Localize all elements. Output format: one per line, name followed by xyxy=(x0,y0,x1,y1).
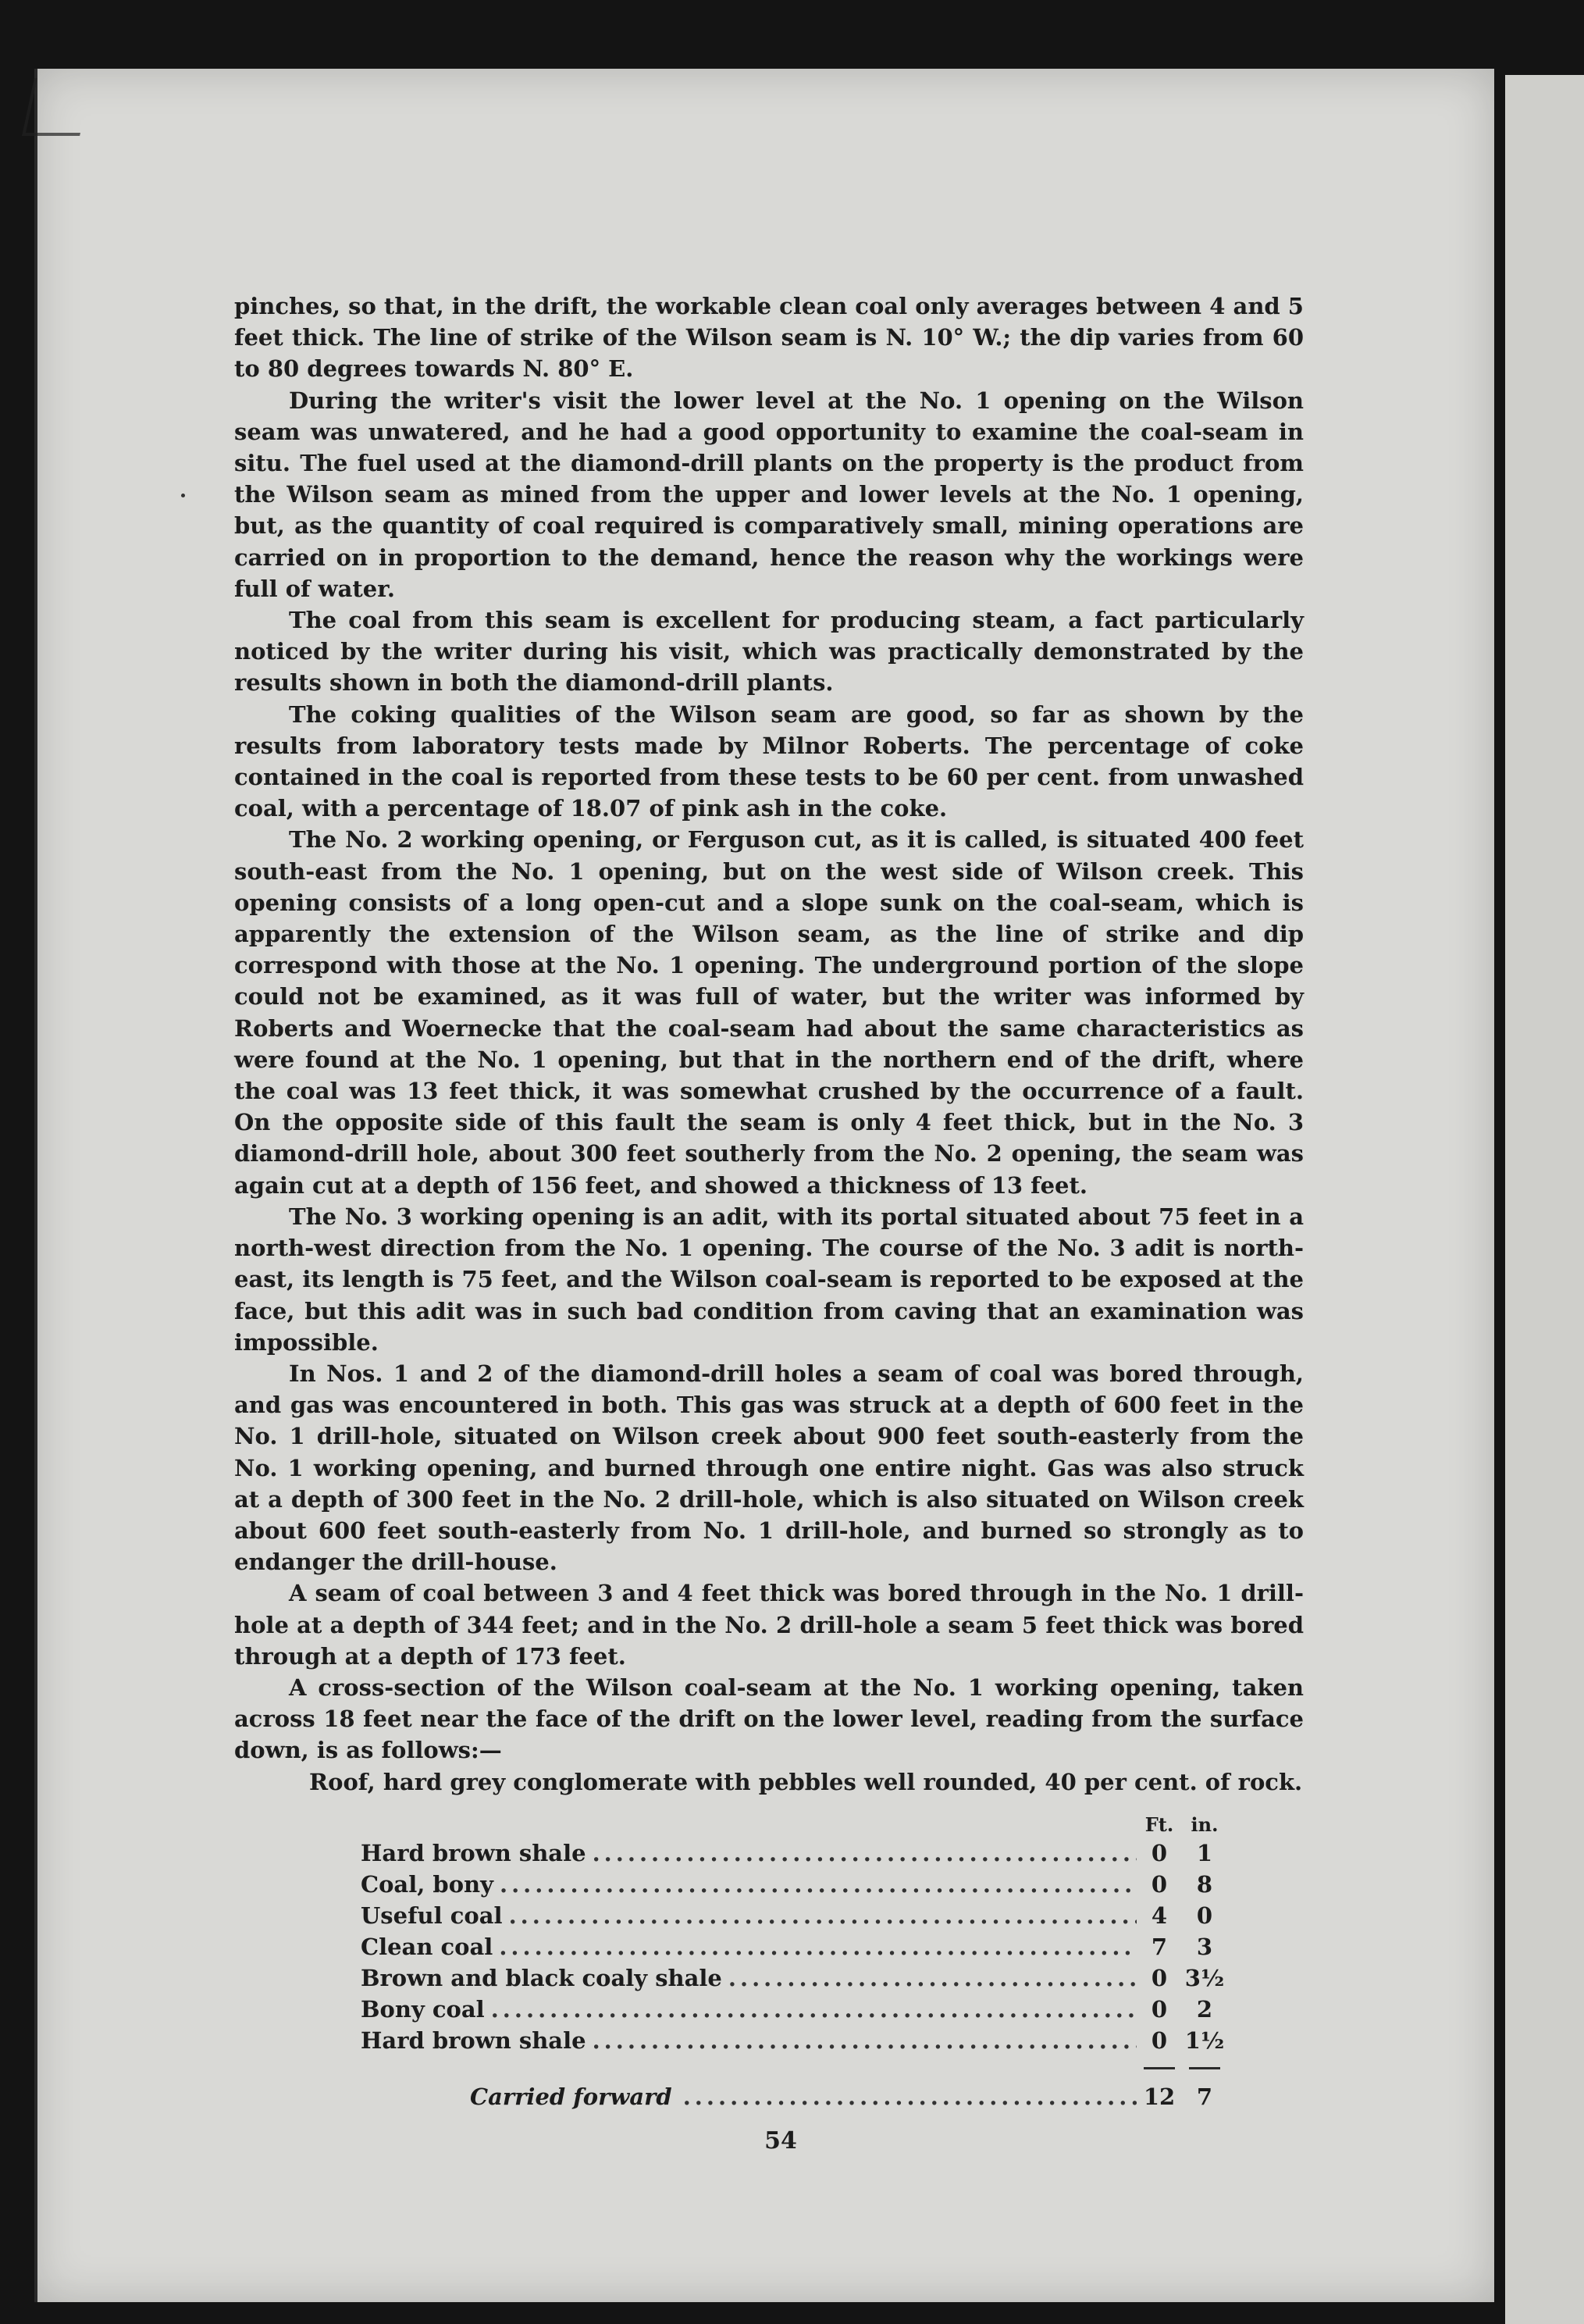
layer-inches: 3½ xyxy=(1184,1965,1225,1991)
carried-feet: 12 xyxy=(1143,2083,1176,2110)
paragraph-2: During the writer's visit the lower level at the No. 1 opening on the Wilson seam was unwatered, and he had a good opportunity to examine the coal-seam in situ. The fuel used at the diamond-drill plants on the property is the product from the Wilson seam as mined from the upper and lower levels at the No. 1 opening, but, as the quantity of coal required is comparatively small, mining operations are carried on in proportion to the demand, hence the reason why the workings were full of water. xyxy=(234,387,1304,602)
layer-feet: 0 xyxy=(1151,1965,1168,1991)
table-row xyxy=(361,1996,1227,2027)
dot-leader xyxy=(509,1902,1137,1929)
corner-fold-mark xyxy=(22,78,92,136)
page-edge-shadow xyxy=(34,69,37,2302)
layer-inches: 2 xyxy=(1196,1996,1213,2023)
column-inches-header: in. xyxy=(1191,1813,1219,1836)
paragraph-3: The coal from this seam is excellent for producing steam, a fact particularly noticed by the writer during his visit, which was practically demonstrated by the results shown in both the diamond-drill plants. xyxy=(234,607,1304,697)
scan-speck xyxy=(181,494,185,497)
layer-name: Coal, bony xyxy=(361,1871,493,1898)
paragraph-9: A cross-section of the Wilson coal-seam at the No. 1 working opening, taken across 18 feet near the face of the drift on the lower level, reading from the surface down, is as follows:— xyxy=(234,1673,1304,1764)
body-text xyxy=(234,290,1304,1798)
table-row xyxy=(361,1902,1227,1934)
paragraph-6: The No. 3 working opening is an adit, with its portal situated about 75 feet in a north-west direction from the No. 1 opening. The course of the No. 3 adit is north-east, its length is 75 feet, and the Wilson coal-seam is reported to be exposed at the face, but this adit was in such bad condition from caving that an examination was impossible. xyxy=(234,1203,1304,1356)
dot-leader xyxy=(491,1996,1137,2023)
carried-inches: 7 xyxy=(1196,2083,1213,2110)
table-row xyxy=(361,2027,1227,2058)
layer-inches: 0 xyxy=(1196,1902,1213,1929)
seam-section-table xyxy=(361,1813,1227,2118)
carried-forward-label: Carried forward xyxy=(470,2083,672,2110)
layer-name: Clean coal xyxy=(361,1934,493,1960)
layer-name: Brown and black coaly shale xyxy=(361,1965,722,1991)
table-row xyxy=(361,1871,1227,1902)
layer-name: Bony coal xyxy=(361,1996,485,2023)
paragraph-4: The coking qualities of the Wilson seam are good, so far as shown by the results from laboratory tests made by Milnor Roberts. The percentage of coke contained in the coal is reported from these tests to be 60 per cent. from unwashed coal, with a percentage of 18.07 of pink ash in the coke. xyxy=(234,700,1304,822)
layer-feet: 0 xyxy=(1151,1871,1168,1898)
layer-feet: 0 xyxy=(1151,2027,1168,2054)
table-row xyxy=(361,1965,1227,1996)
layer-feet: 0 xyxy=(1151,1996,1168,2023)
paragraph-5: The No. 2 working opening, or Ferguson cut, as it is called, is situated 400 feet south-east from the No. 1 opening, but on the west side of Wilson creek. This opening consists of a long open-cut and a slope sunk on the coal-seam, which is apparently the extension of the Wilson seam, as the line of strike and dip correspond with those at the No. 1 opening. The underground portion of the slope could not be examined, as it was full of water, but the writer was informed by Roberts and Woernecke that the coal-seam had about the same characteristics as were found at the No. 1 opening, but that in the northern end of the drift, where the coal was 13 feet thick, it was somewhat crushed by the occurrence of a fault. On the opposite side of this fault the seam is only 4 feet thick, but in the No. 3 diamond-drill hole, about 300 feet southerly from the No. 2 opening, the seam was again cut at a depth of 156 feet, and showed a thickness of 13 feet. xyxy=(234,826,1304,1199)
dot-leader xyxy=(593,2027,1137,2054)
paragraph-1: pinches, so that, in the drift, the workable clean coal only averages between 4 and 5 feet thick. The line of strike of the Wilson seam is N. 10° W.; the dip varies from 60 to 80 degrees towards N. 80° E. xyxy=(234,293,1304,383)
layer-inches: 3 xyxy=(1196,1934,1213,1960)
layer-name: Hard brown shale xyxy=(361,1840,586,1866)
adjacent-page-edge xyxy=(1505,75,1584,2324)
paragraph-7: In Nos. 1 and 2 of the diamond-drill holes a seam of coal was bored through, and gas was encountered in both. This gas was struck at a depth of 600 feet in the No. 1 drill-hole, situated on Wilson creek about 900 feet south-easterly from the No. 1 working opening, and burned through one entire night. Gas was also struck at a depth of 300 feet in the No. 2 drill-hole, which is also situated on Wilson creek about 600 feet south-easterly from No. 1 drill-hole, and burned so strongly as to endanger the drill-house. xyxy=(234,1360,1304,1576)
dot-leader xyxy=(728,1965,1137,1991)
dot-leader xyxy=(500,1871,1137,1898)
inches-rule xyxy=(1189,2067,1220,2069)
layer-feet: 0 xyxy=(1151,1840,1168,1866)
feet-rule xyxy=(1144,2067,1175,2069)
dot-leader xyxy=(683,2083,1137,2110)
table-row xyxy=(361,1934,1227,1965)
table-row xyxy=(361,1840,1227,1871)
layer-inches: 1 xyxy=(1196,1840,1213,1866)
page-number: 54 xyxy=(764,2127,797,2155)
layer-feet: 7 xyxy=(1151,1934,1168,1960)
carried-forward-row xyxy=(361,2083,1227,2118)
layer-inches: 1½ xyxy=(1184,2027,1225,2054)
dot-leader xyxy=(499,1934,1137,1960)
table-header xyxy=(361,1813,1227,1840)
layer-feet: 4 xyxy=(1151,1902,1168,1929)
roof-description: Roof, hard grey conglomerate with pebbles well rounded, 40 per cent. of rock. xyxy=(309,1768,1303,1795)
layer-inches: 8 xyxy=(1196,1871,1213,1898)
total-rule xyxy=(361,2058,1227,2077)
column-feet-header: Ft. xyxy=(1144,1813,1174,1836)
dot-leader xyxy=(593,1840,1137,1866)
paragraph-8: A seam of coal between 3 and 4 feet thick was bored through in the No. 1 drill-hole at a depth of 344 feet; and in the No. 2 drill-hole a seam 5 feet thick was bored through at a depth of 173 feet. xyxy=(234,1580,1304,1670)
layer-name: Hard brown shale xyxy=(361,2027,586,2054)
layer-name: Useful coal xyxy=(361,1902,503,1929)
